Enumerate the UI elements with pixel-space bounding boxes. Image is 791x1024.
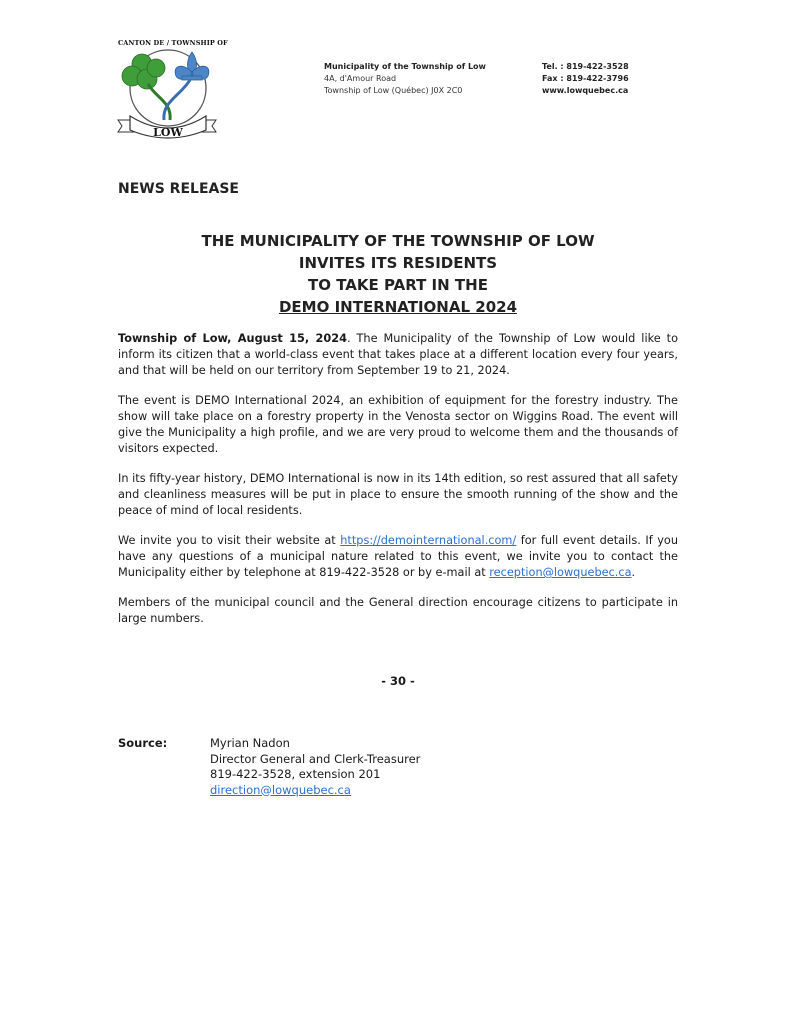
letterhead-contact — [542, 61, 629, 97]
paragraph-intro — [118, 331, 678, 379]
letterhead-address — [324, 61, 486, 97]
website-link[interactable]: www.lowquebec.ca — [542, 86, 629, 95]
headline-line1: THE MUNICIPALITY OF THE TOWNSHIP OF LOW — [201, 232, 595, 250]
address-line1: 4A, d'Amour Road — [324, 74, 397, 83]
paragraph-event: The event is DEMO International 2024, an exhibition of equipment for the forestry industry. The show will take place on a forestry property in the Venosta sector on Wiggins Road. The event will give the Municipality a high profile, and we are very proud to welcome them and the thousands of visitors expected. — [118, 394, 678, 455]
headline-line4: DEMO INTERNATIONAL 2024 — [278, 298, 517, 316]
source-name: Myrian Nadon — [210, 736, 290, 750]
paragraph-closing: Members of the municipal council and the General direction encourage citizens to participate in large numbers. — [118, 596, 678, 625]
source-email-link[interactable]: direction@lowquebec.ca — [210, 782, 351, 797]
address-line2: Township of Low (Québec) J0X 2C0 — [324, 86, 463, 95]
fax-number: Fax : 819-422-3796 — [542, 74, 629, 83]
reception-email-link[interactable]: reception@lowquebec.ca — [489, 566, 632, 579]
headline-line3: TO TAKE PART IN THE — [308, 276, 488, 294]
end-mark: - 30 - — [381, 674, 415, 688]
contact-text-c: . — [631, 566, 636, 579]
tel-number: Tel. : 819-422-3528 — [542, 62, 629, 71]
township-logo — [112, 46, 222, 146]
source-label: Source: — [118, 736, 168, 750]
contact-text-a: We invite you to visit their website at — [118, 534, 341, 547]
demo-website-link[interactable]: https://demointernational.com/ — [340, 534, 517, 547]
headline — [118, 230, 678, 318]
org-name: Municipality of the Township of Low — [324, 62, 486, 71]
source-phone: 819-422-3528, extension 201 — [210, 767, 381, 781]
contact-text-b: for full event details. If you have any questions of a municipal nature related to this event, we invite you to contact the Municipality either by telephone at 819-422-3528 or by e-mail at — [118, 534, 678, 579]
intro-text: . The Municipality of the Township of Low would like to inform its citizen that a world-class event that takes place at a different location every four years, and that will be held on our territory from September 19 to 21, 2024. — [118, 332, 679, 377]
news-release-label: NEWS RELEASE — [118, 181, 239, 197]
paragraph-contact — [118, 533, 678, 581]
logo-caption: CANTON DE / TOWNSHIP OF — [118, 39, 228, 47]
logo-banner-text: LOW — [153, 126, 183, 139]
paragraph-history: In its fifty-year history, DEMO International is now in its 14th edition, so rest assured that all safety and cleanliness measures will be put in place to ensure the smooth running of the show and the peace of mind of local residents. — [118, 472, 678, 517]
headline-line2: INVITES ITS RESIDENTS — [298, 254, 498, 272]
source-block — [210, 736, 420, 798]
dateline: Township of Low, August 15, 2024 — [118, 332, 347, 345]
source-title: Director General and Clerk-Treasurer — [210, 751, 421, 766]
